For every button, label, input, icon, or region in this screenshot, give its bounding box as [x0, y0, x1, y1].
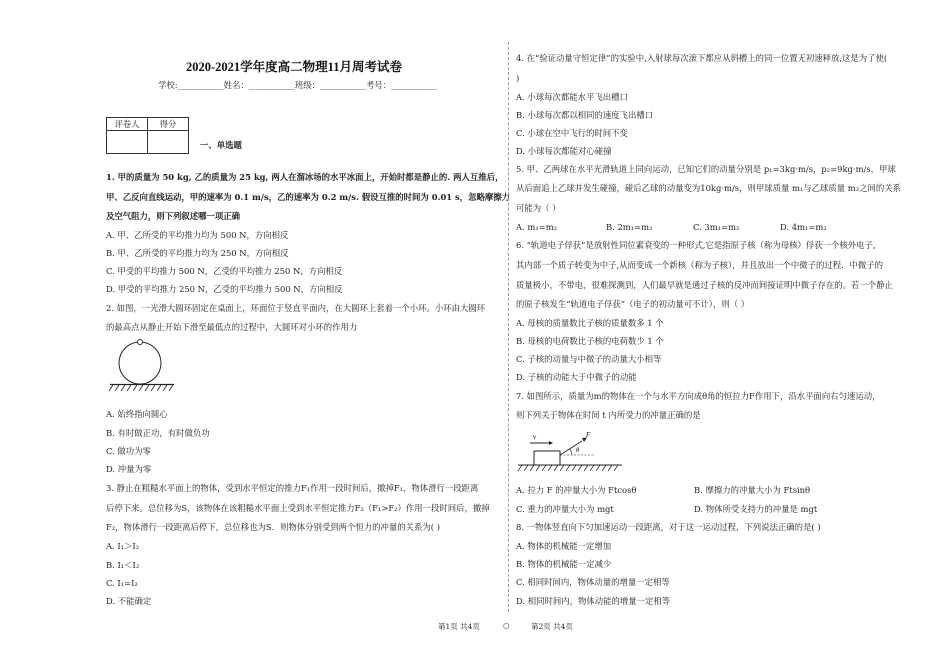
footer-page-left: 第1页 共4页 [438, 622, 480, 631]
page-title: 2020-2021学年度高二物理11月周考试卷 [186, 60, 402, 74]
ring-figure [108, 340, 178, 392]
q3-option-c: C. I₁=I₂ [106, 578, 138, 588]
q5-line: 从后面追上乙球并发生碰撞，碰后乙球的动量变为10kg·m/s，则甲球质量 m₁与乙球质量 m₂之间的关系 [516, 183, 901, 193]
q4-option-c: C. 小球在空中飞行的时间不变 [516, 128, 628, 138]
score-table [106, 117, 189, 154]
q7-option-d: D. 物体所受支持力的冲量是 mgt [694, 504, 818, 514]
q2-line: 2. 如图，一光滑大圆环固定在桌面上，环面位于竖直平面内，在大圆环上套着一个小环。小环由大圆环 [106, 303, 486, 313]
q6-option-b: B. 母核的电荷数比子核的电荷数少 1 个 [516, 336, 664, 346]
q8-option-c: C. 相同时间内，物体动量的增量一定相等 [516, 577, 670, 587]
q7-line: 7. 如图所示，质量为m的物体在一个与水平方向成θ角的恒拉力F作用下，沿水平面向右匀速运动， [516, 391, 881, 401]
q4-line: ) [516, 73, 520, 83]
q6-option-c: C. 子核的动量与中微子的动量大小相等 [516, 354, 662, 364]
q6-line: 其内部一个质子转变为中子,从而变成一个新核（称为子核），并且放出一个中微子的过程．中微子的 [516, 260, 883, 270]
q1-line: 及空气阻力，则下列叙述哪一项正确 [106, 211, 240, 221]
q8-option-a: A. 物体的机械能一定增加 [516, 541, 612, 551]
q4-line: 4. 在“验证动量守恒定律”的实验中,入射球每次滚下都应从斜槽上的同一位置无初速释放,这是为了使( [516, 53, 888, 63]
q8-line: 8. 一物体竖直向下匀加速运动一段距离，对于这一运动过程，下列说法正确的是( ) [516, 522, 821, 532]
q4-option-d: D. 小球每次都能对心碰撞 [516, 146, 612, 156]
q6-line: 6. “轨道电子俘获”是放射性同位素衰变的一种形式,它是指原子核（称为母核）俘获一个核外电子, [516, 240, 876, 250]
footer-page-right: 第2页 共4页 [531, 622, 573, 631]
q3-line: F₂，物体滑行一段距离后停下，总位移也为S．则物体分别受到两个恒力的冲量的关系为( ) [106, 522, 440, 532]
q1-line: 1. 甲的质量为 50 kg, 乙的质量为 25 kg, 两人在溜冰场的水平冰面上，开始时都是静止的. 两人互推后， [106, 172, 504, 182]
student-info: 学校:___________姓名：___________班级：___________考号：___________ [158, 80, 438, 90]
q1-option-a: A. 甲、乙所受的平均推力均为 500 N，方向相反 [106, 230, 289, 240]
q4-option-a: A. 小球每次都能水平飞出槽口 [516, 92, 628, 102]
q3-option-a: A. I₁＞I₂ [106, 541, 140, 551]
q1-option-d: D. 甲受的平均推力 250 N，乙受的平均推力 500 N，方向相反 [106, 284, 343, 294]
force-label: F [586, 431, 591, 439]
q2-option-a: A. 始终指向圆心 [106, 409, 168, 419]
footer-separator: ○ [503, 621, 510, 630]
q2-option-b: B. 有时做正功，有时做负功 [106, 428, 210, 438]
theta-label: θ [576, 447, 580, 454]
q4-option-b: B. 小球每次都以相同的速度飞出槽口 [516, 110, 654, 120]
q3-option-b: B. I₁＜I₂ [106, 560, 140, 570]
q6-option-d: D. 子核的动能大于中微子的动能 [516, 372, 637, 382]
section-title: 一、单选题 [200, 140, 242, 150]
block-force-figure [516, 428, 626, 472]
q1-option-b: B. 甲、乙所受的平均推力均为 250 N，方向相反 [106, 248, 289, 258]
q7-option-a: A. 拉力 F 的冲量大小为 Ftcosθ [516, 485, 637, 495]
q2-option-c: C. 做功为零 [106, 446, 151, 456]
q3-line: 3. 静止在粗糙水平面上的物体，受到水平恒定的推力F₁作用一段时间后，撤掉F₁，物体滑行一段距离 [106, 483, 479, 493]
q7-option-c: C. 重力的冲量大小为 mgt [516, 504, 614, 514]
score-cell-grader [107, 131, 148, 154]
q5-option-d: D. 4m₁=m₂ [780, 222, 827, 232]
q5-option-a: A. m₁=m₂ [516, 222, 557, 232]
q5-option-b: B. 2m₁=m₂ [606, 222, 653, 232]
q8-option-b: B. 物体的机械能一定减少 [516, 559, 612, 569]
q6-line: 质量极小，不带电，很难探测到，人们最早就是通过子核的反冲而间接证明中微子存在的。若一个静止 [516, 280, 893, 290]
velocity-label: v [533, 433, 537, 441]
q6-option-a: A. 母核的质量数比子核的质量数多 1 个 [516, 318, 664, 328]
q3-option-d: D. 不能确定 [106, 596, 152, 606]
q5-line: 5. 甲、乙两球在水平光滑轨道上同向运动，已知它们的动量分别是 p₁=3kg·m/s，p₂=9kg·m/s，甲球 [516, 164, 896, 174]
q5-option-c: C. 3m₁=m₂ [693, 222, 740, 232]
q3-line: 后停下来。总位移为S，该物体在该粗糙水平面上受到水平恒定推力F₂（F₁>F₂）作用一段时间后，撤掉 [106, 503, 490, 513]
score-cell-score [148, 131, 189, 154]
score-header-grader: 评卷人 [107, 118, 148, 131]
score-header-score: 得分 [148, 118, 189, 131]
q2-option-d: D. 冲量为零 [106, 464, 152, 474]
q7-line: 则下列关于物体在时间 t 内所受力的冲量正确的是 [516, 410, 701, 420]
q5-line: 可能为（ ） [516, 203, 561, 213]
column-divider [508, 42, 509, 612]
q1-option-c: C. 甲受的平均推力 500 N，乙受的平均推力 250 N，方向相反 [106, 266, 343, 276]
q7-option-b: B. 摩擦力的冲量大小为 Ftsinθ [694, 485, 811, 495]
q1-line: 甲、乙反向直线运动，甲的速率为 0.1 m/s，乙的速率为 0.2 m/s. 假设互推的时间为 0.01 s，忽略摩擦力 [106, 192, 510, 202]
q6-line: 的原子核发生“轨道电子俘获”（电子的初动量可不计），则（ ） [516, 299, 750, 309]
q8-option-d: D. 相同时间内，物体动能的增量一定相等 [516, 596, 671, 606]
q2-line: 的最高点从静止开始下滑至最低点的过程中，大圆环对小环的作用力 [106, 322, 358, 332]
